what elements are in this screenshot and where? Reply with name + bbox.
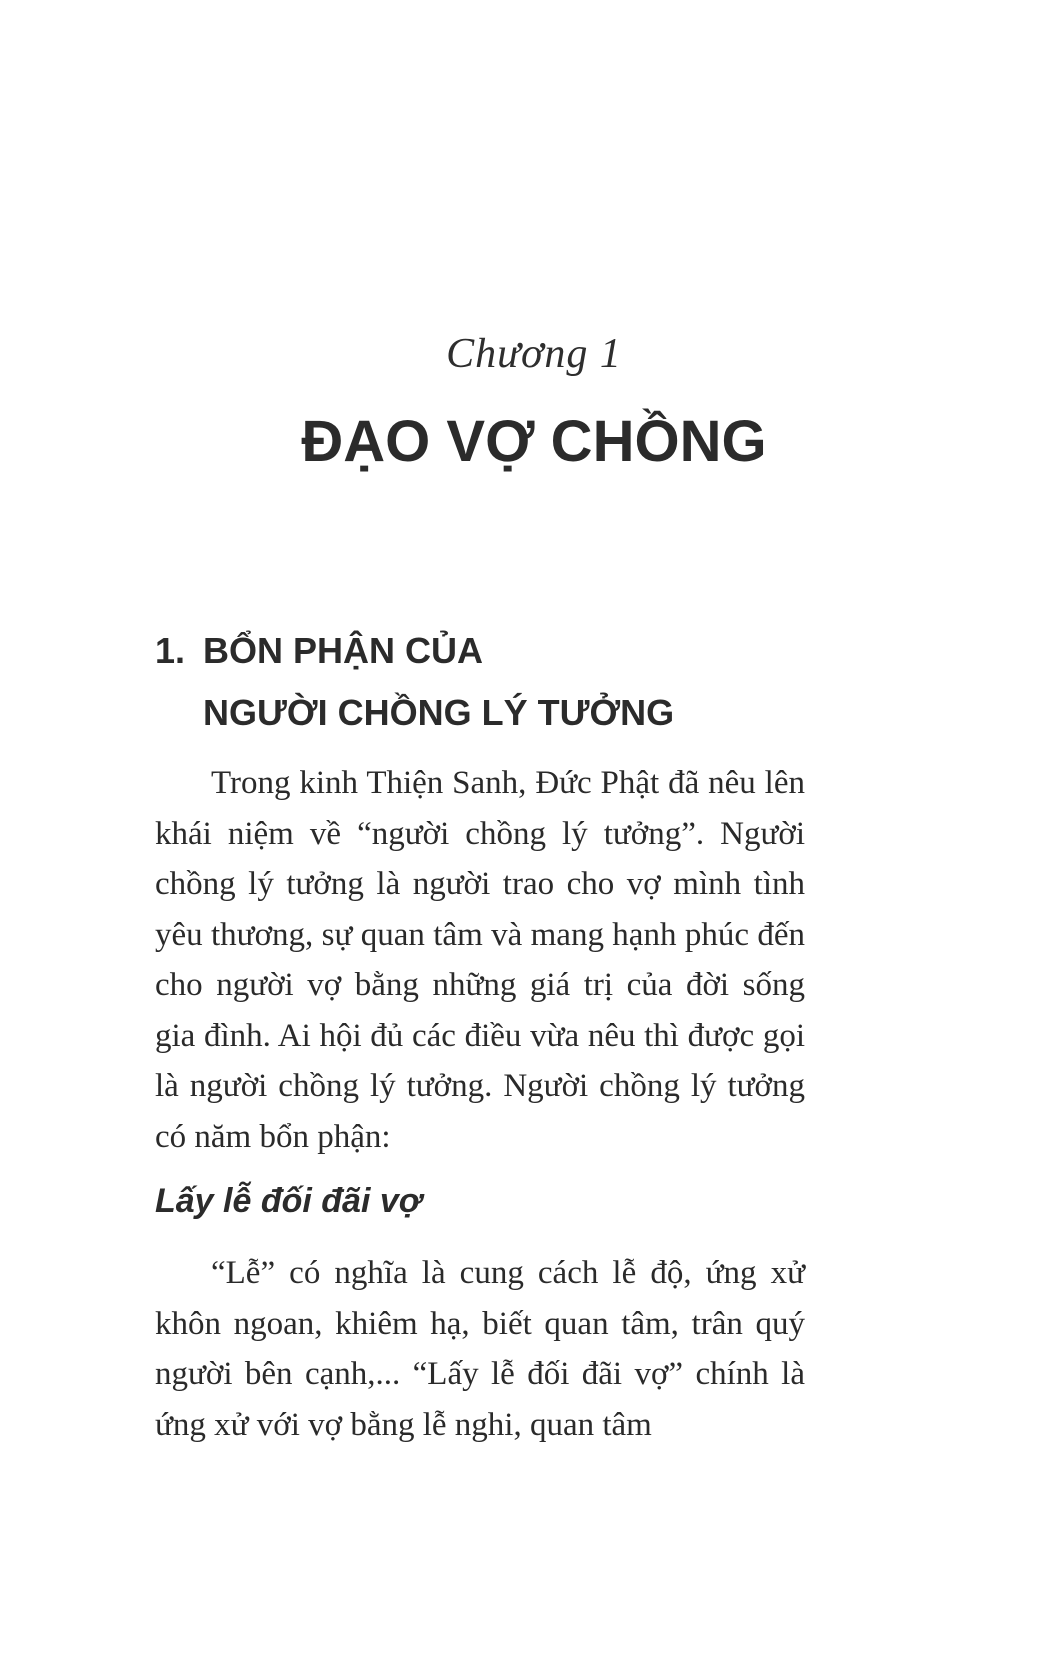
- chapter-title: ĐẠO VỢ CHỒNG: [301, 409, 767, 474]
- paragraph-1: [155, 758, 805, 1162]
- section-title-line2: NGƯỜI CHỒNG LÝ TƯỞNG: [203, 692, 675, 733]
- chapter-label: Chương 1: [446, 331, 622, 377]
- section-heading: [155, 620, 674, 744]
- section-number: 1.: [155, 630, 186, 671]
- subheading: Lấy lễ đối đãi vợ: [155, 1182, 422, 1220]
- paragraph-2: [155, 1248, 805, 1450]
- paragraph-2-text: “Lễ” có nghĩa là cung cách lễ độ, ứng xử khôn ngoan, khiêm hạ, biết quan tâm, trân quý người bên cạnh,... “Lấy lễ đối đãi vợ” chính là ứng xử với vợ bằng lễ nghi, quan tâm: [155, 1255, 805, 1443]
- paragraph-1-text: Trong kinh Thiện Sanh, Đức Phật đã nêu lên khái niệm về “người chồng lý tưởng”. Người chồng lý tưởng là người trao cho vợ mình tình yêu thương, sự quan tâm và mang hạnh phúc đến cho người vợ bằng những giá trị của đời sống gia đình. Ai hội đủ các điều vừa nêu thì được gọi là người chồng lý tưởng. Người chồng lý tưởng có năm bổn phận:: [155, 765, 805, 1155]
- section-title-line1: BỔN PHẬN CỦA: [203, 630, 484, 671]
